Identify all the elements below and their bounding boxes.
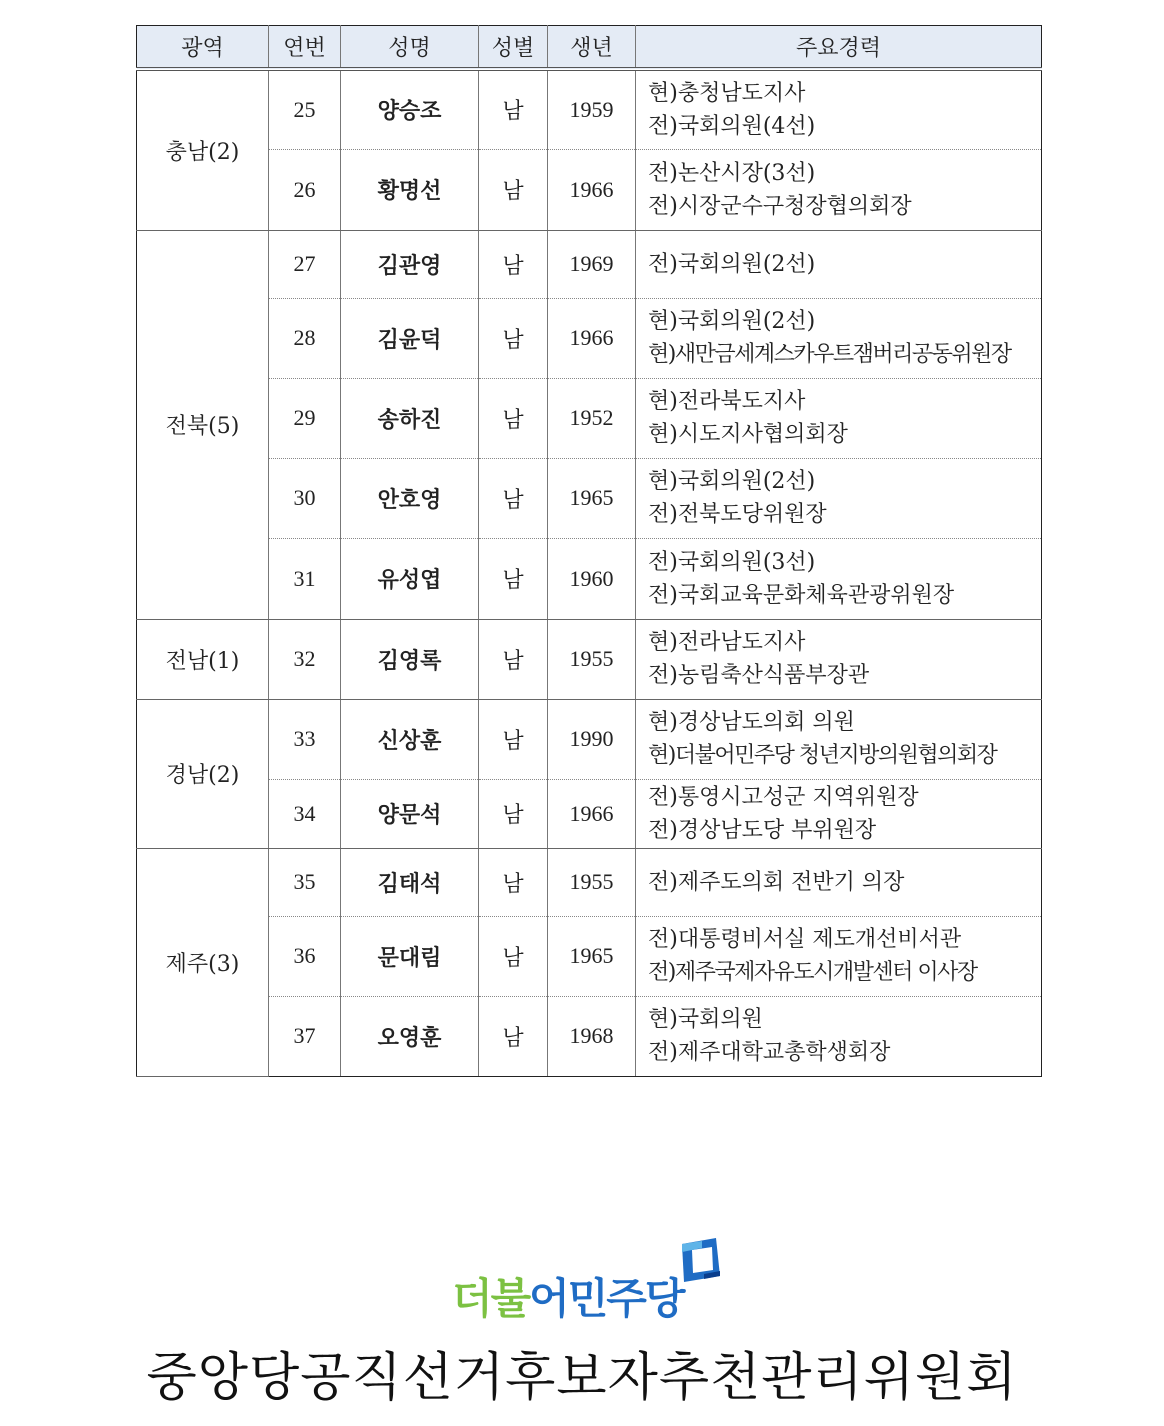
gender-cell: 남 (479, 848, 548, 916)
career-line: 전)국회교육문화체육관광위원장 (648, 582, 955, 608)
career-cell (636, 149, 1042, 230)
career-cell (636, 230, 1042, 298)
career-line: 전)경상남도당 부위원장 (648, 817, 877, 843)
birth-cell: 1955 (548, 619, 636, 699)
region-cell: 충남(2) (137, 69, 269, 230)
header-region: 광역 (137, 26, 269, 70)
name-cell: 김영록 (341, 619, 479, 699)
region-cell: 전북(5) (137, 230, 269, 619)
birth-cell: 1969 (548, 230, 636, 298)
gender-cell: 남 (479, 149, 548, 230)
career-cell (636, 779, 1042, 848)
career-line: 전)제주도의회 전반기 의장 (648, 869, 905, 895)
career-line: 전)국회의원(2선) (648, 251, 816, 277)
birth-cell: 1965 (548, 916, 636, 996)
gender-cell: 남 (479, 69, 548, 149)
gender-cell: 남 (479, 916, 548, 996)
career-cell (636, 458, 1042, 538)
birth-cell: 1968 (548, 996, 636, 1076)
table-row (137, 69, 1042, 149)
career-cell (636, 916, 1042, 996)
career-line: 전)국회의원(3선) (648, 549, 816, 575)
number-cell: 29 (269, 378, 341, 458)
name-cell: 오영훈 (341, 996, 479, 1076)
region-cell: 경남(2) (137, 699, 269, 848)
number-cell: 25 (269, 69, 341, 149)
candidate-table (136, 25, 1042, 1077)
career-line: 전)통영시고성군 지역위원장 (648, 784, 919, 810)
region-cell: 제주(3) (137, 848, 269, 1076)
table-row (137, 149, 1042, 230)
career-cell (636, 996, 1042, 1076)
name-cell: 문대림 (341, 916, 479, 996)
name-cell: 양승조 (341, 69, 479, 149)
career-cell (636, 69, 1042, 149)
career-line: 전)전북도당위원장 (648, 502, 827, 527)
career-line: 전)제주국제자유도시개발센터 이사장 (648, 960, 977, 985)
career-line: 전)국회의원(4선) (648, 113, 816, 139)
header-name: 성명 (341, 26, 479, 70)
number-cell: 35 (269, 848, 341, 916)
party-logo-text: 더불어민주당 (452, 1274, 684, 1323)
career-line: 전)시장군수구청장협의회장 (648, 193, 912, 219)
number-cell: 33 (269, 699, 341, 779)
region-cell: 전남(1) (137, 619, 269, 699)
table-row (137, 619, 1042, 699)
table-row (137, 298, 1042, 378)
name-cell: 황명선 (341, 149, 479, 230)
name-cell: 신상훈 (341, 699, 479, 779)
gender-cell: 남 (479, 298, 548, 378)
number-cell: 30 (269, 458, 341, 538)
career-line: 현)전라북도지사 (648, 389, 806, 414)
birth-cell: 1952 (548, 378, 636, 458)
number-cell: 28 (269, 298, 341, 378)
name-cell: 양문석 (341, 779, 479, 848)
name-cell: 송하진 (341, 378, 479, 458)
gender-cell: 남 (479, 996, 548, 1076)
gender-cell: 남 (479, 699, 548, 779)
career-cell (636, 538, 1042, 619)
birth-cell: 1990 (548, 699, 636, 779)
career-cell (636, 378, 1042, 458)
table-row (137, 538, 1042, 619)
career-line: 전)대통령비서실 제도개선비서관 (648, 927, 962, 952)
number-cell: 32 (269, 619, 341, 699)
number-cell: 34 (269, 779, 341, 848)
career-line: 전)농림축산식품부장관 (648, 663, 870, 688)
table-row (137, 230, 1042, 298)
career-line: 현)새만금세계스카우트잼버리공동위원장 (648, 342, 1011, 367)
name-cell: 유성엽 (341, 538, 479, 619)
gender-cell: 남 (479, 378, 548, 458)
party-logo-icon (680, 1236, 722, 1284)
table-row (137, 458, 1042, 538)
header-number: 연번 (269, 26, 341, 70)
birth-cell: 1966 (548, 149, 636, 230)
committee-title: 중앙당공직선거후보자추천관리위원회 (146, 1348, 1018, 1408)
career-line: 현)충청남도지사 (648, 80, 806, 106)
career-line: 현)국회의원(2선) (648, 309, 816, 334)
career-line: 전)제주대학교총학생회장 (648, 1040, 891, 1065)
name-cell: 김태석 (341, 848, 479, 916)
number-cell: 26 (269, 149, 341, 230)
gender-cell: 남 (479, 230, 548, 298)
table-header-row (137, 26, 1042, 70)
birth-cell: 1965 (548, 458, 636, 538)
gender-cell: 남 (479, 538, 548, 619)
table-row (137, 779, 1042, 848)
career-line: 현)국회의원 (648, 1007, 763, 1032)
name-cell: 김윤덕 (341, 298, 479, 378)
table-row (137, 916, 1042, 996)
gender-cell: 남 (479, 779, 548, 848)
career-line: 전)논산시장(3선) (648, 160, 816, 186)
birth-cell: 1955 (548, 848, 636, 916)
table-row (137, 378, 1042, 458)
number-cell: 31 (269, 538, 341, 619)
header-gender: 성별 (479, 26, 548, 70)
table-row (137, 996, 1042, 1076)
career-cell (636, 298, 1042, 378)
birth-cell: 1966 (548, 779, 636, 848)
career-line: 현)국회의원(2선) (648, 469, 816, 494)
table-row (137, 848, 1042, 916)
career-line: 현)경상남도의회 의원 (648, 710, 855, 735)
career-cell (636, 699, 1042, 779)
gender-cell: 남 (479, 458, 548, 538)
birth-cell: 1960 (548, 538, 636, 619)
number-cell: 37 (269, 996, 341, 1076)
birth-cell: 1966 (548, 298, 636, 378)
career-line: 현)전라남도지사 (648, 630, 806, 655)
career-line: 현)더불어민주당 청년지방의원협의회장 (648, 743, 997, 768)
header-birth: 생년 (548, 26, 636, 70)
header-career: 주요경력 (636, 26, 1042, 70)
career-line: 현)시도지사협의회장 (648, 422, 848, 447)
career-cell (636, 848, 1042, 916)
gender-cell: 남 (479, 619, 548, 699)
career-cell (636, 619, 1042, 699)
name-cell: 안호영 (341, 458, 479, 538)
name-cell: 김관영 (341, 230, 479, 298)
birth-cell: 1959 (548, 69, 636, 149)
table-row (137, 699, 1042, 779)
number-cell: 36 (269, 916, 341, 996)
number-cell: 27 (269, 230, 341, 298)
